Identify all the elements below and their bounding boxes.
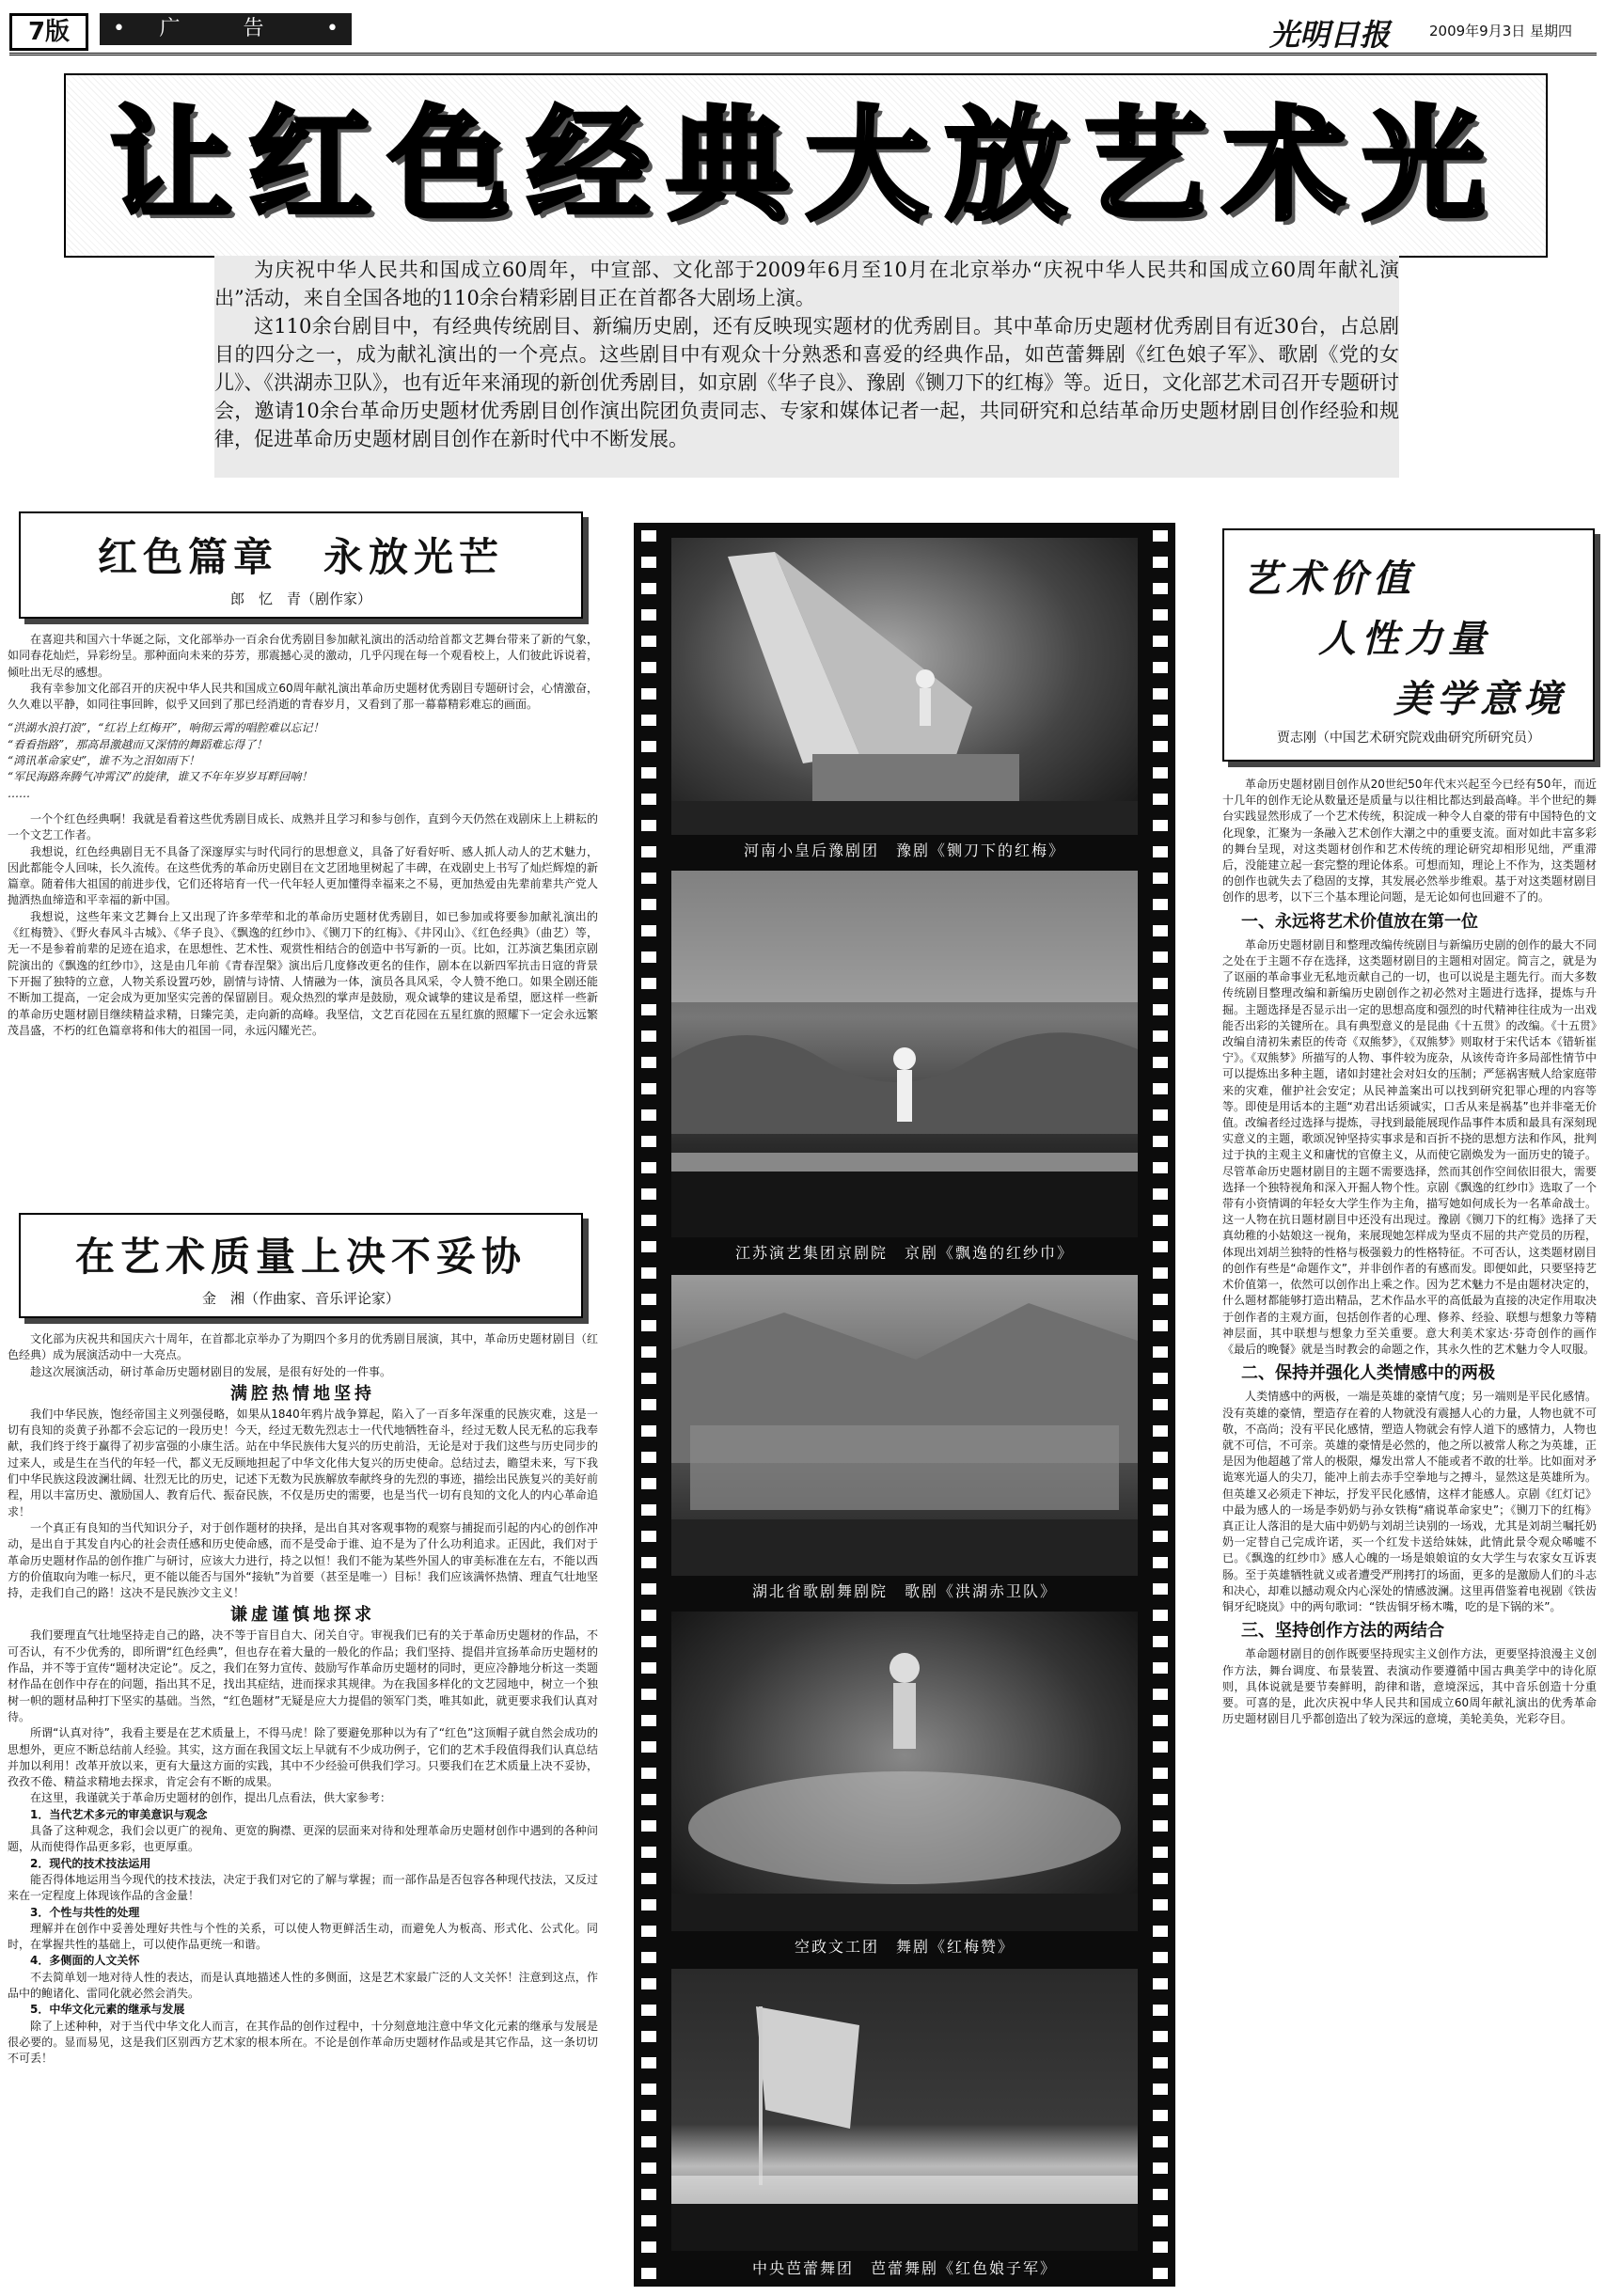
paragraph: 我们要理直气壮地坚持走自己的路，决不等于盲目自大、闭关自守。审视我们已有的关于革命历史题材的作品，不可否认，有不少优秀的，即所谓“红色经典”，但也存在着大量的一般化的作品；我们坚持、提倡并宣扬革命历史题材的作品，并不等于宣传“题材决定论”。反之，我们在努力宣传、鼓励写作革命历史题材的同时，更应冷静地分析这一类题材作品在创作中存在的问题，指出其不足，找出其症结，进而探求其规律。为在我国多样化的文艺园地中，树立一个独树一帜的题材品种打下坚实的基础。当然，“红色题材”无疑是应大力提倡的领军门类，唯其如此，就更要求我们认真对待。 [8,1628,598,1723]
subheading: 二、保持并强化人类情感中的两极 [1241,1363,1495,1384]
photo-scene [671,871,1138,1237]
poem-line: …… [8,786,30,800]
poem-line: “军民海路奔腾气冲霄汉”的旋律，谁又不年年岁岁耳畔回响！ [8,770,313,784]
stage-photo [671,1275,1138,1576]
subheading: 三、坚持创作方法的两结合 [1241,1621,1444,1642]
point-heading: 1．当代艺术多元的审美意识与观念 [30,1807,208,1821]
article3-title-line: 艺术价值 [1243,557,1416,601]
paragraph: 我有幸参加文化部召开的庆祝中华人民共和国成立60周年献礼演出革命历史题材优秀剧目专题研讨会，心情激奋，久久难以平静，如同往事回眸，似乎又回到了那已经消逝的青春岁月，又看到了那一幕幕精彩难忘的画面。 [8,681,598,712]
photo-caption: 江苏演艺集团京剧院 京剧《飘逸的红纱巾》 [734,1244,1074,1262]
article3-body [1222,777,1597,2287]
paragraph: 革命题材剧目的创作既要坚持现实主义创作方法，更要坚持浪漫主义创作方法，舞台调度、布景装置、表演动作要遵循中国古典美学中的诗化原则，具体说就是要节奏鲜明，韵律和谐，意境深远，其中音乐创造十分重要。可喜的是，此次庆祝中华人民共和国成立60周年献礼演出的优秀革命历史题材剧目几乎都创造出了较为深远的意境，美轮美奂，光彩夺目。 [1222,1647,1597,1726]
paragraph: 一个真正有良知的当代知识分子，对于创作题材的抉择，是出自其对客观事物的观察与捕捉而引起的内心的创作冲动，是出自于其发自内心的社会责任感和历史使命感，而不是受命于谁、迫不是为了什么功利追求。正因此，我们对于革命历史题材作品的创作推广与研讨，应该大力进行，持之以恒！我们不能为某些外国人的审美标准在左右，不能以西方的价值取向为唯一标尺，更不能以能否与国外“接轨”为首要（甚至是唯一）目标！我们应该满怀热情、理直气壮地坚持，走我们自己的路！这决不是民族沙文主义！ [8,1520,598,1600]
article2-author: 金 湘（作曲家、音乐评论家） [201,1290,400,1307]
paragraph: 革命历史题材剧目和整理改编传统剧目与新编历史剧的创作的最大不同之处在于主题不存在选择，这类题材剧目的主题相对固定。简言之，就是为了讴丽的革命事业无私地贡献自己的一切，也可以说是主题先行。而大多数传统剧目整理改编和新编历史剧创作之初必然对主题进行选择，提炼与升掘。主题选择是否显示出一定的思想高度和强烈的时代精神往往成为一出戏能否出彩的关键所在。具有典型意义的是昆曲《十五贯》的改编。《十五贯》改编自清初朱素臣的传奇《双熊梦》，《双熊梦》则取材于宋代话本《错斩崔宁》。《双熊梦》所描写的人物、事件较为庞杂，从该传奇许多局部性情节中可以提炼出多种主题，诸如封建社会对妇女的压制；严惩祸害贼人给家庭带来的灾难，催护社会安定；从民神盖案出可以找到研究犯罪心理的内容等等。即使是用话本的主题“劝君出话须诚实，口舌从来是祸基”也并非毫无价值。改编者经过选择与提炼，寻找到最能展现作品事件本质和最具有深刻现实意义的主题，歌颂况钟坚持实事求是和百折不挠的思想方法和作风，批判过于执的主观主义和庸忧的官僚主义，从而使它剧焕发为一面历史的镜子。尽管革命历史题材剧目的主题不需要选择，然而其创作空间依旧很大，需要选择一个独特视角和深入开掘人物个性。京剧《飘逸的红纱巾》选取了一个带有小资情调的年轻女大学生作为主角，描写她如何成长为一名革命战士。这一人物在抗日题材剧目中还没有出现过。豫剧《铡刀下的红梅》选择了天真幼稚的小姑娘这一视角，来展现她怎样成为坚贞不屈的共产党员的历程，体现出刘胡兰独特的性格与极强毅力的性格特征。不可否认，这类题材剧目的创作有些是“命题作文”，并非创作者的有感而发。即便如此，只要坚持艺术价值第一，依然可以创作出上乘之作。因为艺术魅力不是由题材决定的，什么题材都能够打造出精品，艺术作品水平的高低最为直接的决定作用取决于创作者的主观方面，包括创作者的心理、修养、经验、联想与想象力等精神层面，其中联想与想象力至关重要。意大利美术家达·芬奇创作的画作《最后的晚餐》就是当时教会的命题之作，其永久性的艺术魅力令人叹服。 [1222,937,1597,1356]
stage-photo [671,1969,1138,2251]
point-text: 能否得体地运用当今现代的技术技法，决定于我们对它的了解与掌握；而一部作品是否包容各种现代技法，又反过来在一定程度上体现该作品的含金量！ [8,1872,598,1903]
paragraph: 我们中华民族，饱经帝国主义列强侵略，如果从1840年鸦片战争算起，陷入了一百多年深重的民族灾难，这是一切有良知的炎黄子孙都不会忘记的一段历史！今天，经过无数先烈志士一代代地牺牲奋斗，经过无数人民无私的忘我奉献，我们终于终于赢得了初步富强的小康生活。站在中华民族伟大复兴的历史前沿，无论是对于我们这些与历史同步的过来人，或是生在当代的年轻一代，都义无反顾地担起了中华文化伟大复兴的历史使命。总结过去，瞻望未来，写下我们中华民族这段波澜壮阔、壮烈无比的历史，记述下无数为民族解放奉献终身的先烈的事迹，描绘出民族复兴的美好前程，用以丰富历史、激励国人、教育后代、振奋民族，不仅是历史的需要，也是当代一切有良知的文化人的内心革命追求！ [8,1407,598,1518]
article1-title: 红色篇章 永放光芒 [97,534,504,580]
film-strip [634,523,1175,2287]
masthead-logo: 光明日报 [1269,17,1391,53]
intro-paragraph: 为庆祝中华人民共和国成立60周年，中宣部、文化部于2009年6月至10月在北京举办“庆祝中华人民共和国成立60周年献礼演出”活动，来自全国各地的110余台精彩剧目正在首都各大剧场上演。 [214,259,1399,309]
point-text: 理解并在创作中妥善处理好共性与个性的关系，可以使人物更鲜活生动，而避免人为板高、形式化、公式化。同时，在掌握共性的基础上，可以使作品更统一和谐。 [8,1921,598,1952]
photo-scene [671,1275,1138,1576]
article1-body [8,632,598,1187]
paragraph: 文化部为庆祝共和国庆六十周年，在首都北京举办了为期四个多月的优秀剧目展演，其中，革命历史题材剧目（红色经典）成为展演活动中一大亮点。 [8,1332,598,1362]
stage-photo [671,871,1138,1237]
point-text: 不去简单划一地对待人性的表达，而是认真地描述人性的多侧面，这是艺术家最广泛的人文关怀！注意到这点，作品中的鲍诸化、雷同化就必然会消失。 [8,1970,598,2000]
subheading: 满腔热情地坚持 [230,1383,375,1404]
poem-line: “看看指路”，那高昂激越而又深情的舞蹈难忘得了！ [8,737,268,751]
intro-text [214,256,1399,478]
point-text: 除了上述种种，对于当代中华文化人而言，在其作品的创作过程中，十分刻意地注意中华文化元素的继承与发展是很必要的。显而易见，这是我们区别西方艺术家的根本所在。不论是创作革命历史题材作品或是其它作品，这一条切切不可丢！ [8,2019,598,2066]
paragraph: 人类情感中的两极，一端是英雄的豪情气度；另一端则是平民化感情。没有英雄的豪情，塑造存在着的人物就没有震撼人心的力量，人物也就不可敬，不高尚；没有平民化感情，塑造人物就会有悖人道下的感情力，人物也就不可信，不可亲。英雄的豪情是必然的，他之所以被常人称之为英雄，正是因为他超越了常人的极限，爆发出常人不能或者不敢的壮举。比如面对矛诡寒光逼人的尖刀，能冲上前去赤手空拳地与之搏斗，显然这是英雄所为。但英雄又必须走下神坛，抒发平民化感情，这样才能感人。京剧《红灯记》中最为感人的一场是李奶奶与孙女铁梅“痛说革命家史”；《铡刀下的红梅》真正让人落泪的是大庙中奶奶与刘胡兰诀别的一场戏，尤其是刘胡兰嘱托奶奶一定替自己完成许诺，买一个红发卡送给妹妹，此情此景令观众唏嘘不已。《飘逸的红纱巾》感人心魄的一场是娘娘谊的女大学生与农家女互诉衷肠。至于英雄牺牲就义或者遭受严刑拷打的场面，更多的是激励人们的斗志和决心，却难以撼动观众内心深处的情感波澜。这里再借鉴着电视剧《铁齿铜牙纪晓岚》中的两句歌词：“铁齿铜牙杨木嘴，吃的是下锅的米”。 [1222,1390,1597,1613]
subheading: 谦虚谨慎地探求 [230,1605,375,1626]
photo-scene [671,538,1138,835]
article3-title-line: 美学意境 [1393,677,1567,721]
page-header [9,9,1597,53]
photo-scene [671,1969,1138,2251]
article2-title: 在艺术质量上决不妥协 [74,1234,527,1280]
poem-line: “洪湖水浪打浪”，“红岩上红梅开”，响彻云霄的唱腔难以忘记！ [8,721,324,735]
section-label: • 广 告 • [100,13,352,45]
issue-date: 2009年9月3日 星期四 [1429,23,1573,39]
article3-author: 贾志刚（中国艺术研究院戏曲研究所研究员） [1277,731,1540,746]
stage-photo [671,538,1138,835]
poem-line: “鸿讯革命家史”，谁不为之泪如雨下！ [8,754,200,768]
photo-caption: 空政文工团 舞剧《红梅赞》 [794,1938,1015,1956]
point-heading: 2．现代的技术技法运用 [30,1856,151,1870]
sprocket-holes-right [1153,523,1168,2287]
photo-caption: 中央芭蕾舞团 芭蕾舞剧《红色娘子军》 [751,2259,1057,2277]
article2-title-box [19,1213,583,1318]
photo-scene [671,1612,1138,1931]
point-heading: 3．个性与共性的处理 [30,1905,140,1919]
page-number: 7版 [9,13,88,51]
header-rule [9,53,1597,55]
point-heading: 4．多侧面的人文关怀 [30,1954,140,1968]
article3-title-box [1222,528,1595,762]
point-text: 具备了这种观念，我们会以更广的视角、更宽的胸襟、更深的层面来对待和处理革命历史题材创作中遇到的各种问题，从而使得作品更多彩，也更厚重。 [8,1824,598,1854]
paragraph: 在喜迎共和国六十华诞之际，文化部举办一百余台优秀剧目参加献礼演出的活动给首都文艺舞台带来了新的气象，如同春花灿烂，异彩纷呈。那种面向未来的芬芳，那震撼心灵的激动，几乎闪现在每一个观看校上，人们彼此诉说着，倾吐出无尽的感想。 [8,633,598,679]
headline-banner [64,73,1548,258]
stage-photo [671,1612,1138,1931]
intro-paragraph: 这110余台剧目中，有经典传统剧目、新编历史剧，还有反映现实题材的优秀剧目。其中革命历史题材优秀剧目有近30台，占总剧目的四分之一，成为献礼演出的一个亮点。这些剧目中有观众十分熟悉和喜爱的经典作品，如芭蕾舞剧《红色娘子军》、歌剧《党的女儿》、《洪湖赤卫队》，也有近年来涌现的新创优秀剧目，如京剧《华子良》、豫剧《铡刀下的红梅》等。近日，文化部艺术司召开专题研讨会，邀请10余台革命历史题材优秀剧目创作演出院团负责同志、专家和媒体记者一起，共同研究和总结革命历史题材剧目创作经验和规律，促进革命历史题材剧目创作在新时代中不断发展。 [214,315,1399,450]
paragraph: 我想说，红色经典剧目无不具备了深邃厚实与时代同行的思想意义，具备了好看好听、感人抓人动人的艺术魅力，因此都能令人回味，长久流传。在这些优秀的革命历史剧目在文艺团地里树起了丰碑，在戏剧史上书写了灿烂辉煌的新篇章。随着伟大祖国的前进步伐，它们还将培育一代一代年轻人更加懂得幸福来之不易，更加热爱由先辈前辈共产党人抛洒热血缔造和平幸福的新中国。 [8,844,598,907]
paragraph: 革命历史题材剧目创作从20世纪50年代末兴起至今已经有50年，而近十几年的创作无论从数量还是质量与以往相比都达到最高峰。半个世纪的舞台实践显然形成了一个艺术传统，积淀成一种令人自豪的带有中国特色的文化现象，汇聚为一条融入艺术创作大潮之中的重要支流。面对如此丰富多彩的舞台呈现，对这类题材创作和艺术传统的理论研究却相形见绌，严重滞后，没能建立起一套完整的理论体系。可想而知，理论上不作为，这类题材的创作也就失去了稳固的支撑，其发展必然举步维艰。基于对这类题材剧目创作的思考，以下三个基本理论问题，是无论如何也回避不了的。 [1222,778,1597,904]
sprocket-holes-left [641,523,656,2287]
point-heading: 5．中华文化元素的继承与发展 [30,2003,185,2017]
paragraph: 趁这次展演活动，研讨革命历史题材剧目的发展，是很有好处的一件事。 [30,1364,392,1378]
paragraph: 我想说，这些年来文艺舞台上又出现了许多荦荦和北的革命历史题材优秀剧目，如已参加或将要参加献礼演出的《红梅赞》、《野火春风斗古城》、《华子良》、《飘逸的红纱巾》、《铡刀下的红梅》、《井冈山》、《红色经典》（曲艺）等，无一不是参着前辈的足迹在追求，在思想性、艺术性、观赏性相结合的创造中书写新的一页。比如，江苏演艺集团京剧院演出的《飘逸的红纱巾》，这是由几年前《青春涅槃》演出后几度修改更名的佳作，剧本在以新四军抗击日寇的背景下开掘了独特的立意，人物关系设置巧妙，剧情与诗情、人情融为一体，演员各具风采，令人赞不绝口。如果全剧还能不断加工提高，一定会成为更加坚实完善的保留剧目。观众热烈的掌声是鼓励，观众诚挚的建议是希望，愿这样一些新的革命历史题材剧目继续精益求精，日臻完美，走向新的高峰。我坚信，文艺百花园在五星红旗的照耀下一定会永远繁茂昌盛，不朽的红色篇章将和伟大的祖国一同，永远闪耀光芒。 [8,909,598,1037]
article3-title-line: 人性力量 [1318,617,1491,661]
article2-body [8,1331,598,2290]
article1-author: 郎 忆 青（剧作家） [229,590,371,607]
paragraph: 在这里，我谨就关于革命历史题材的创作，提出几点看法，供大家参考： [30,1791,392,1805]
paragraph: 所谓“认真对待”，我看主要是在艺术质量上，不得马虎！除了要避免那种以为有了“红色”这顶帽子就自然会成功的思想外，更应不断总结前人经验。其实，这方面在我国文坛上早就有不少成功例子，它们的艺术手段值得我们认真总结并加以利用！改革开放以来，更有大量这方面的实践，其中不少经验可供我们学习。只要我们在艺术质量上决不妥协，孜孜不倦、精益求精地去探求，肯定会有不断的成果。 [8,1726,598,1789]
headline: 让红色经典大放艺术光 [109,93,1502,237]
photo-caption: 湖北省歌剧舞剧院 歌剧《洪湖赤卫队》 [751,1582,1057,1600]
subheading: 一、永远将艺术价值放在第一位 [1241,911,1478,932]
article1-title-box [19,511,583,619]
paragraph: 一个个红色经典啊！我就是看着这些优秀剧目成长、成熟并且学习和参与创作，直到今天仍然在戏剧床上上耕耘的一个文艺工作者。 [8,811,598,842]
photo-caption: 河南小皇后豫剧团 豫剧《铡刀下的红梅》 [743,841,1065,859]
